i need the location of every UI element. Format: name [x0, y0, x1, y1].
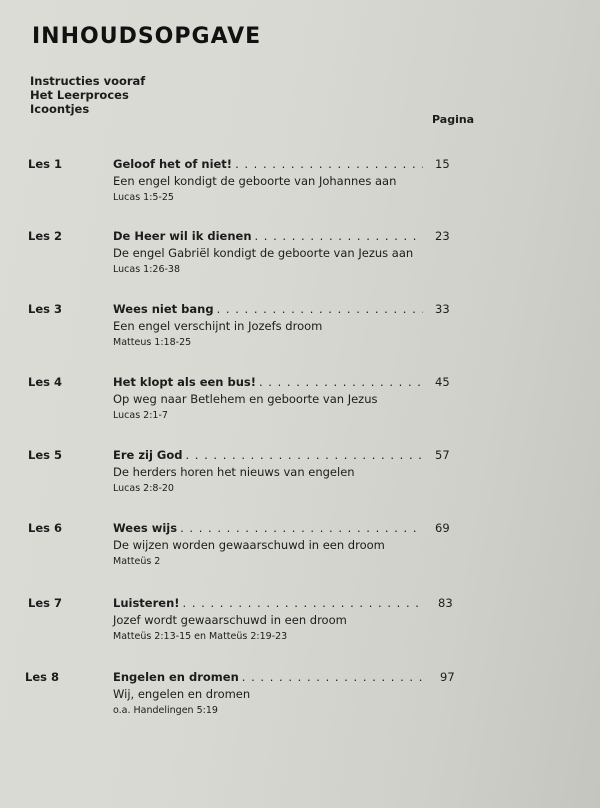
bible-reference: Lucas 1:26-38: [113, 264, 181, 275]
lesson-subtitle: De herders horen het nieuws van engelen: [113, 465, 355, 479]
leader-dots: [235, 157, 423, 171]
lesson-title: De Heer wil ik dienen: [113, 229, 252, 243]
lesson-number: Les 5: [28, 448, 62, 462]
lesson-subtitle: Jozef wordt gewaarschuwd in een droom: [113, 613, 347, 627]
bible-reference: Matteus 1:18-25: [113, 337, 192, 348]
lesson-title: Wees niet bang: [113, 302, 214, 316]
lesson-subtitle: Wij, engelen en dromen: [113, 687, 251, 701]
leader-dots: [217, 302, 423, 316]
page-number: 23: [435, 229, 450, 243]
leader-dots: [185, 448, 423, 462]
page-number: 97: [440, 670, 455, 684]
lesson-number: Les 6: [28, 521, 62, 535]
lesson-number: Les 8: [25, 670, 59, 684]
leader-dots: [259, 375, 423, 389]
lesson-subtitle: Een engel kondigt de geboorte van Johannes aan: [113, 174, 397, 188]
lesson-number: Les 1: [28, 157, 62, 171]
intro-item: Instructies vooraf: [30, 74, 146, 88]
lesson-title: Het klopt als een bus!: [113, 375, 256, 389]
bible-reference: Matteüs 2:13-15 en Matteüs 2:19-23: [113, 631, 288, 642]
lesson-number: Les 3: [28, 302, 62, 316]
intro-item: Het Leerproces: [30, 88, 129, 102]
page-number: 57: [435, 448, 450, 462]
bible-reference: Lucas 2:1-7: [113, 410, 168, 421]
page-number: 33: [435, 302, 450, 316]
leader-dots: [242, 670, 423, 684]
bible-reference: Matteüs 2: [113, 556, 161, 567]
leader-dots: [180, 521, 423, 535]
intro-item: Icoontjes: [30, 102, 90, 116]
lesson-number: Les 4: [28, 375, 62, 389]
lesson-subtitle: Op weg naar Betlehem en geboorte van Jezus: [113, 392, 378, 406]
lesson-number: Les 2: [28, 229, 62, 243]
lesson-subtitle: De engel Gabriël kondigt de geboorte van Jezus aan: [113, 246, 414, 260]
bible-reference: Lucas 2:8-20: [113, 483, 174, 494]
lesson-title: Wees wijs: [113, 521, 178, 535]
lesson-title: Luisteren!: [113, 596, 180, 610]
leader-dots: [183, 596, 423, 610]
lesson-title: Ere zij God: [113, 448, 183, 462]
leader-dots: [255, 229, 424, 243]
lesson-title: Geloof het of niet!: [113, 157, 233, 171]
page-number: 69: [435, 521, 450, 535]
bible-reference: Lucas 1:5-25: [113, 192, 174, 203]
pagina-header: Pagina: [432, 113, 475, 126]
intro-list: [30, 74, 145, 116]
bible-reference: o.a. Handelingen 5:19: [113, 705, 218, 716]
lesson-number: Les 7: [28, 596, 62, 610]
lesson-subtitle: Een engel verschijnt in Jozefs droom: [113, 319, 323, 333]
page-number: 15: [435, 157, 450, 171]
page-number: 45: [435, 375, 450, 389]
lesson-subtitle: De wijzen worden gewaarschuwd in een droom: [113, 538, 385, 552]
page-title: INHOUDSOPGAVE: [32, 24, 262, 49]
page-number: 83: [438, 596, 453, 610]
lesson-title: Engelen en dromen: [113, 670, 239, 684]
